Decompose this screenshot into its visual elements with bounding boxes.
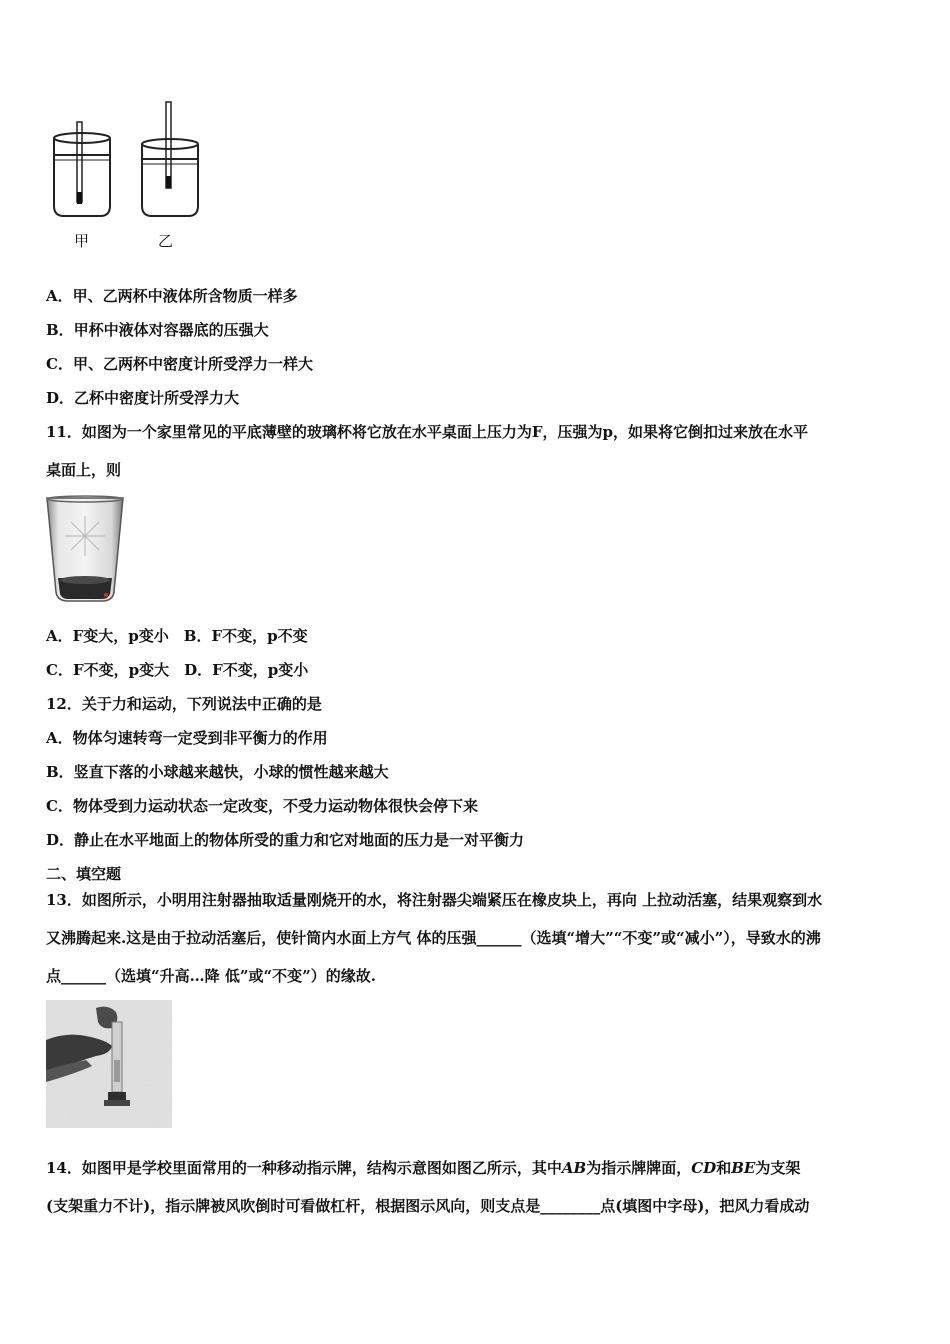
- q14-line1: [46, 1158, 800, 1178]
- figure-label-jia: 甲: [74, 232, 90, 250]
- syringe-photo: [46, 1000, 172, 1128]
- hydrometer-yi: [166, 102, 171, 188]
- q14-label-be: BE: [731, 1159, 756, 1177]
- q11-options-row1: A．F变大，p变小 B．F不变，p不变: [46, 627, 308, 645]
- hydrometer-jia: [77, 122, 82, 204]
- q13-line3: 点______（选填“升高…降 低”或“不变”）的缘故.: [46, 967, 376, 985]
- q10-option-c: C．甲、乙两杯中密度计所受浮力一样大: [46, 355, 313, 373]
- q14-line1-part4: 为支架: [755, 1159, 801, 1177]
- q13-line1: 13．如图所示，小明用注射器抽取适量刚烧开的水，将注射器尖端紧压在橡皮块上，再向 上拉动活塞，结果观察到水: [46, 891, 823, 909]
- q12-option-b: B．竖直下落的小球越来越快，小球的惯性越来越大: [46, 763, 389, 781]
- q11-options-row2: C．F不变，p变大 D．F不变，p变小: [46, 661, 309, 679]
- q14-line2: (支架重力不计)，指示牌被风吹倒时可看做杠杆，根据图示风向，则支点是________点(填图中字母)，把风力看成动: [46, 1197, 810, 1215]
- q14-line1-part1: 14．如图甲是学校里面常用的一种移动指示牌，结构示意图如图乙所示，其中: [46, 1159, 562, 1177]
- q14-label-cd: CD: [691, 1159, 717, 1177]
- q12-option-a: A．物体匀速转弯一定受到非平衡力的作用: [46, 729, 328, 747]
- figure-label-yi: 乙: [158, 232, 174, 250]
- q12-option-c: C．物体受到力运动状态一定改变，不受力运动物体很快会停下来: [46, 797, 478, 815]
- glass-cup-photo: [44, 494, 126, 606]
- q12-stem: 12．关于力和运动，下列说法中正确的是: [46, 695, 322, 713]
- q14-line1-part3: 和: [716, 1159, 732, 1177]
- q13-line2: 又沸腾起来.这是由于拉动活塞后，使针筒内水面上方气 体的压强______（选填“增大”“不变”或“减小”），导致水的沸: [46, 929, 821, 947]
- q10-option-d: D．乙杯中密度计所受浮力大: [46, 389, 240, 407]
- q11-stem-line1: 11．如图为一个家里常见的平底薄壁的玻璃杯将它放在水平桌面上压力为F，压强为p，如果将它倒扣过来放在水平: [46, 423, 809, 441]
- q14-label-ab: AB: [561, 1159, 587, 1177]
- section-title-fill-in: 二、填空题: [46, 865, 122, 883]
- q12-option-d: D．静止在水平地面上的物体所受的重力和它对地面的压力是一对平衡力: [46, 831, 525, 849]
- q11-stem-line2: 桌面上，则: [46, 461, 122, 479]
- q14-line1-part2: 为指示牌牌面，: [586, 1159, 692, 1177]
- q10-option-b: B．甲杯中液体对容器底的压强大: [46, 321, 269, 339]
- q10-option-a: A．甲、乙两杯中液体所含物质一样多: [46, 287, 298, 305]
